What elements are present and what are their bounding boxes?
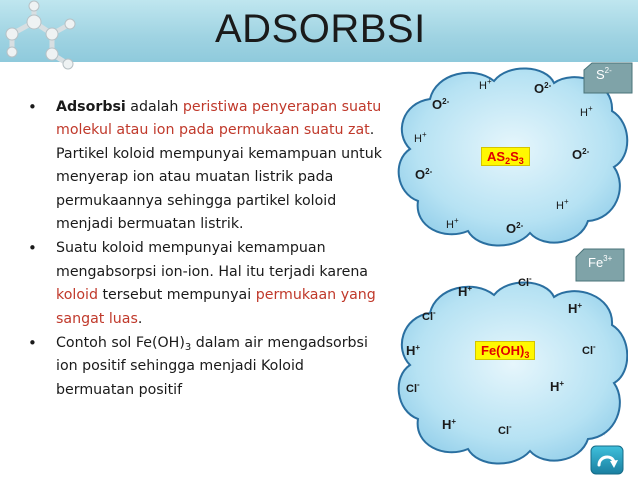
ion-h-plus: H+: [458, 284, 473, 299]
ion-h-plus: H+: [442, 417, 457, 432]
as2s3-core-label: $AS_2S_3$: [481, 147, 530, 166]
return-arrow-icon[interactable]: [590, 445, 624, 475]
ion-h-plus: H+: [568, 301, 583, 316]
bullet-2-text-b: tersebut mempunyai: [97, 287, 256, 304]
molecule-model-icon: [0, 0, 80, 80]
bullet-1-text-b: . Partikel koloid mempunyai kemampuan untuk menyerap ion atau muatan listrik pada permukaannya sehingga partikel koloid menjadi bermuatan listrik.: [56, 122, 382, 233]
ion-h-plus: H+: [406, 343, 421, 358]
ion-h-plus: H+: [550, 379, 565, 394]
ion-cl-minus: Cl-: [582, 342, 596, 357]
ion-o-2minus: $O^{2-}$: [415, 167, 433, 182]
bullet-2-text-a: Suatu koloid mempunyai kemampuan mengabsorpsi ion-ion. Hal itu terjadi karena: [56, 240, 368, 280]
ion-h-plus: H+: [580, 104, 593, 119]
feoh3-core-label: $Fe(OH)_3$: [475, 341, 535, 360]
ion-o-2minus: $O^{2-}$: [506, 221, 524, 236]
bullet-2-highlight-b: permukaan yang sangat luas: [56, 287, 376, 327]
ion-cl-minus: Cl-: [422, 308, 436, 323]
bullet-dot-icon: •: [28, 239, 37, 258]
bullet-dot-icon: •: [28, 334, 37, 353]
ion-h-plus: H+: [446, 216, 459, 231]
bullet-item-3: [26, 332, 386, 402]
bullet-1-text-a: adalah: [125, 99, 183, 115]
ion-h-plus: H+: [414, 130, 427, 145]
ion-h-plus: H+: [556, 197, 569, 212]
bullet-3-subscript: 3: [184, 342, 192, 354]
bullet-list: [26, 96, 386, 402]
fe3-ion-tag: $Fe^{3+}$: [588, 254, 613, 270]
feoh3-colloid-cloud: [388, 273, 628, 469]
bullet-1-term: Adsorbsi: [56, 99, 126, 115]
bullet-1-definition: peristiwa penyerapan suatu molekul atau ion pada permukaan suatu zat: [56, 99, 382, 139]
ion-o-2minus: $O^{2-}$: [534, 81, 552, 96]
bullet-dot-icon: •: [28, 98, 37, 116]
bullet-2-highlight-a: koloid: [56, 287, 98, 304]
bullet-2-text-c: .: [137, 310, 143, 327]
bullet-3-text-b: dalam air mengadsorbsi ion positif sehingga menjadi Koloid bermuatan positif: [56, 335, 368, 398]
page-title: ADSORBSI: [215, 7, 426, 51]
ion-cl-minus: Cl-: [498, 422, 512, 437]
bullet-item-2: [26, 237, 386, 331]
adsorption-diagrams: [380, 55, 638, 479]
s2-ion-tag: $S^{2-}$: [596, 66, 612, 82]
ion-cl-minus: Cl-: [518, 274, 532, 289]
bullet-3-text-a: Contoh sol Fe(OH): [56, 335, 185, 352]
bullet-item-1: [26, 96, 386, 236]
ion-o-2minus: $O^{2-}$: [572, 147, 590, 162]
ion-cl-minus: Cl-: [406, 380, 420, 395]
ion-o-2minus: $O^{2-}$: [432, 97, 450, 112]
ion-h-plus: H+: [479, 77, 492, 92]
